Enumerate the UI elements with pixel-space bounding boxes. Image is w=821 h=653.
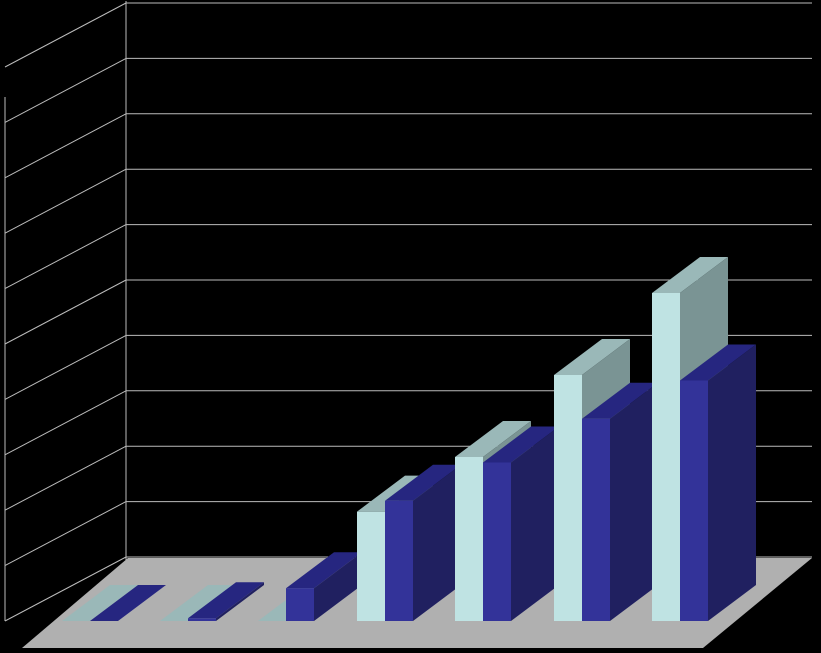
bar-series2-5-front (483, 462, 511, 621)
bar-series2-6 (582, 383, 658, 621)
bar-series2-4-front (385, 501, 413, 621)
bar-series2-2-front (188, 618, 216, 621)
bar-series2-6-side (610, 383, 658, 621)
bar-series1-6-front (554, 375, 582, 621)
bar-series2-7-front (680, 380, 708, 621)
bar-series2-6-front (582, 419, 610, 621)
bar-series1-7-front (652, 293, 680, 621)
bar-series1-5-front (455, 457, 483, 621)
bar-series2-7-side (708, 344, 756, 621)
bar-series2-7 (680, 344, 756, 621)
bar-series2-5 (483, 426, 559, 621)
bar-series1-4-front (357, 512, 385, 621)
bar-series2-3-front (286, 588, 314, 621)
